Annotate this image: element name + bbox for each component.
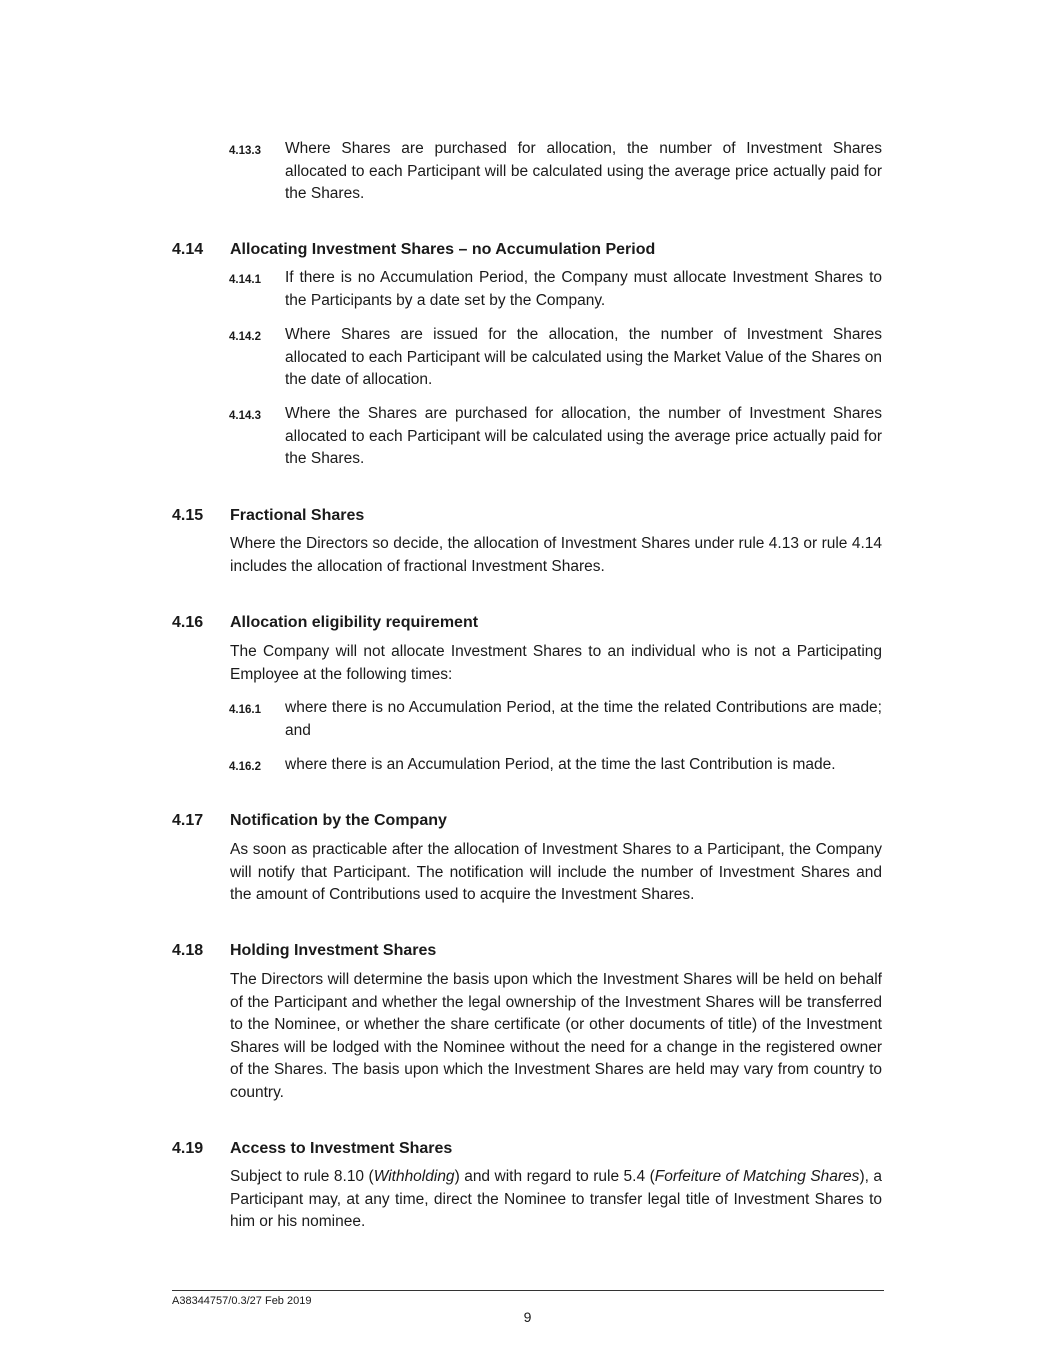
- section-number: 4.19: [172, 1140, 204, 1157]
- text-part: ) and with regard to rule 5.4 (: [454, 1168, 655, 1185]
- section-title: Fractional Shares: [230, 507, 365, 524]
- clause-text: where there is an Accumulation Period, at the time the last Contribution is made.: [285, 756, 836, 773]
- rule-reference-withholding: Withholding: [373, 1168, 455, 1185]
- section-text-4-15: Where the Directors so decide, the allocation of Investment Shares under rule 4.13 or rule 4.14 includes the allocation of fractional Investment Shares.: [230, 535, 882, 575]
- text-part: ), a Participant may, at any time, direct the Nominee to transfer legal title of Investment Shares to him or his nominee.: [230, 1168, 882, 1230]
- clause-number: 4.16.2: [229, 761, 261, 773]
- clause-4-13-3: [229, 138, 882, 206]
- rule-reference-forfeiture: Forfeiture of Matching Shares: [654, 1168, 860, 1185]
- clause-4-14-2: [229, 324, 882, 392]
- clause-number: 4.13.3: [229, 145, 261, 157]
- clause-4-14-1: [229, 267, 882, 312]
- section-number: 4.17: [172, 812, 204, 829]
- section-number: 4.14: [172, 241, 204, 258]
- section-title: Allocating Investment Shares – no Accumulation Period: [230, 241, 656, 258]
- clause-text: where there is no Accumulation Period, at the time the related Contributions are made; and: [285, 699, 882, 739]
- section-text-4-16: The Company will not allocate Investment Shares to an individual who is not a Participating Employee at the following times:: [230, 643, 882, 683]
- section-text-4-19: [230, 1166, 882, 1234]
- section-text-4-18: The Directors will determine the basis upon which the Investment Shares will be held on behalf of the Participant and whether the legal ownership of the Investment Shares will be transferred to the Nominee, or whether the share certificate (or other documents of title) of the Investment Shares will be lodged with the Nominee without the need for a change in the registered owner of the Shares. The basis upon which the Investment Shares are held may vary from country to country.: [230, 971, 882, 1101]
- clause-text: Where Shares are purchased for allocation, the number of Investment Shares allocated to each Participant will be calculated using the average price actually paid for the Shares.: [285, 140, 882, 202]
- clause-4-16-2: [229, 754, 882, 777]
- clause-text: Where Shares are issued for the allocation, the number of Investment Shares allocated to each Participant will be calculated using the Market Value of the Shares on the date of allocation.: [285, 326, 882, 388]
- clause-4-14-3: [229, 403, 882, 471]
- clause-text: Where the Shares are purchased for allocation, the number of Investment Shares allocated to each Participant will be calculated using the average price actually paid for the Shares.: [285, 405, 882, 467]
- document-reference: A38344757/0.3/27 Feb 2019: [172, 1295, 312, 1307]
- section-title: Allocation eligibility requirement: [230, 614, 479, 631]
- section-number: 4.16: [172, 614, 204, 631]
- text-part: Subject to rule 8.10 (: [230, 1168, 374, 1185]
- clause-number: 4.14.1: [229, 274, 261, 286]
- clause-number: 4.16.1: [229, 704, 261, 716]
- footer-divider: [172, 1290, 884, 1291]
- section-number: 4.15: [172, 507, 204, 524]
- clause-number: 4.14.3: [229, 410, 261, 422]
- clause-number: 4.14.2: [229, 331, 261, 343]
- section-title: Access to Investment Shares: [230, 1140, 453, 1157]
- section-number: 4.18: [172, 942, 204, 959]
- section-title: Holding Investment Shares: [230, 942, 437, 959]
- clause-text: If there is no Accumulation Period, the Company must allocate Investment Shares to the Participants by a date set by the Company.: [285, 269, 882, 309]
- clause-4-16-1: [229, 697, 882, 742]
- page-number: 9: [523, 1309, 532, 1325]
- section-text-4-17: As soon as practicable after the allocation of Investment Shares to a Participant, the Company will notify that Participant. The notification will include the number of Investment Shares and the amount of Contributions used to acquire the Investment Shares.: [230, 841, 882, 903]
- section-title: Notification by the Company: [230, 812, 447, 829]
